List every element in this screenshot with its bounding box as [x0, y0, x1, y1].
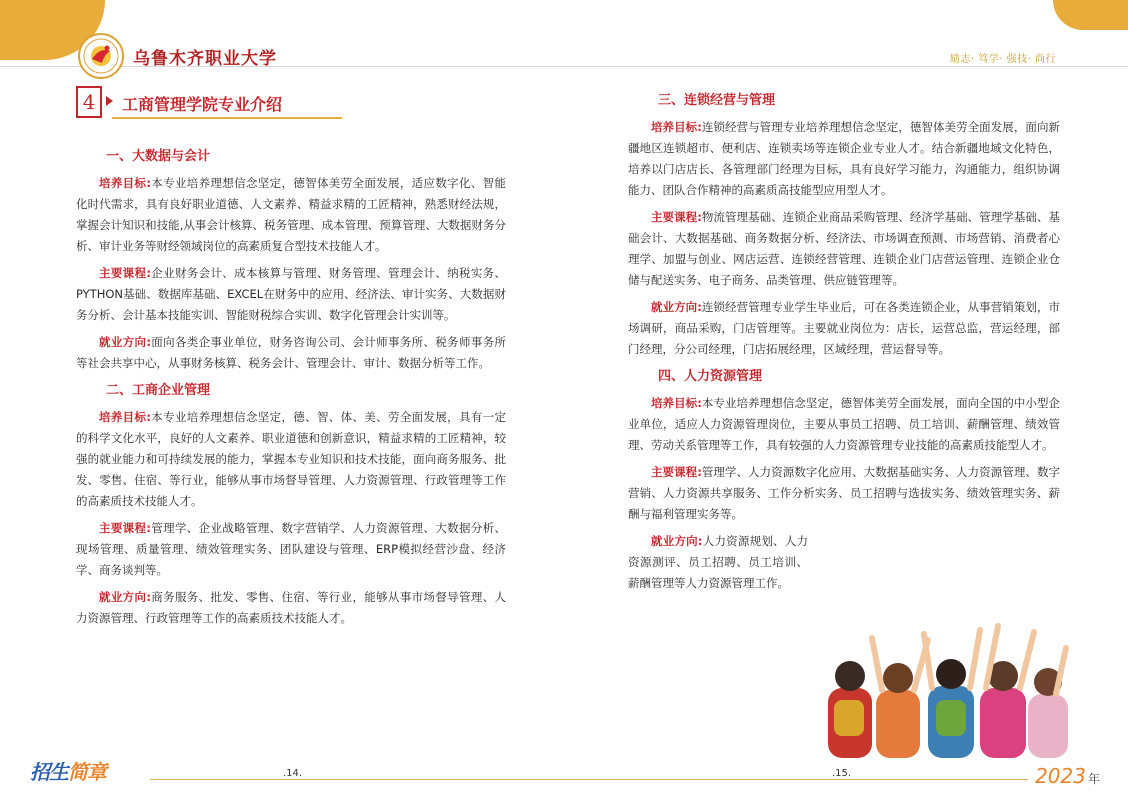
section-paragraph — [76, 518, 506, 581]
paragraph-text: 本专业培养理想信念坚定，德智体美劳全面发展，适应数字化、智能化时代需求，具有良好职业道德、人文素养、精益求精的工匠精神，熟悉财经法规，掌握会计知识和技能,从事会计核算、税务管理、成本管理、预算管理、大数据财务分析、审计业务等财经领域岗位的高素质复合型技术技能人才。 — [76, 176, 507, 253]
section-title: 四、人力资源管理 — [658, 369, 763, 384]
school-name: 乌鲁木齐职业大学 — [133, 49, 277, 69]
section-paragraph — [628, 531, 808, 594]
page-number-left: .14. — [283, 768, 303, 779]
section-chain-operation — [628, 90, 1060, 360]
section-paragraph — [76, 407, 506, 512]
student-figure — [828, 661, 872, 758]
chapter-number: 4 — [76, 86, 102, 118]
brand-text-b: 简章 — [68, 760, 106, 784]
year-number: 2023 — [1035, 764, 1086, 788]
paragraph-text: 管理学、企业战略管理、数字营销学、人力资源管理、大数据分析、现场管理、质量管理、绩效管理实务、团队建设与管理、ERP模拟经营沙盘、经济学、商务谈判等。 — [76, 521, 507, 577]
chapter-title: 工商管理学院专业介绍 — [122, 95, 283, 114]
section-paragraph — [628, 117, 1060, 201]
brand-logo — [30, 756, 106, 785]
paragraph-label: 就业方向: — [651, 534, 703, 548]
paragraph-text: 企业财务会计、成本核算与管理、财务管理、管理会计、纳税实务、PYTHON基础、数据库基础、EXCEL在财务中的应用、经济法、审计实务、大数据财务分析、会计基本技能实训、智能财税综合实训、数字化管理会计实训等。 — [76, 266, 507, 322]
paragraph-text: 商务服务、批发、零售、住宿、等行业，能够从事市场督导管理、人力资源管理、行政管理等工作的高素质技术技能人才。 — [76, 590, 507, 625]
paragraph-text: 物流管理基础、连锁企业商品采购管理、经济学基础、管理学基础、基础会计、大数据基础、商务数据分析、经济法、市场调查预测、市场营销、消费者心理学、加盟与创业、网店运营、连锁经营管理、连锁企业门店营运管理、连锁企业仓储与配送实务、电子商务、品类管理、供应链管理等。 — [628, 210, 1060, 287]
paragraph-label: 就业方向: — [99, 590, 151, 604]
section-paragraph — [76, 263, 506, 326]
paragraph-label: 主要课程: — [651, 210, 702, 224]
paragraph-label: 培养目标: — [99, 410, 151, 424]
paragraph-label: 主要课程: — [99, 266, 151, 280]
student-figure — [872, 638, 928, 758]
university-logo — [78, 33, 124, 79]
paragraph-label: 主要课程: — [99, 521, 151, 535]
footer-divider — [150, 779, 1028, 780]
year-suffix: 年 — [1087, 772, 1100, 786]
year-mark — [1035, 764, 1100, 788]
section-human-resources — [628, 366, 1060, 594]
paragraph-text: 人力资源规划、人力资源测评、员工招聘、员工培训、薪酬管理等人力资源管理工作。 — [628, 534, 809, 590]
students-illustration — [820, 618, 1070, 758]
section-paragraph — [76, 332, 506, 374]
chapter-underline — [112, 117, 342, 119]
left-column — [76, 146, 506, 635]
paragraph-label: 培养目标: — [651, 120, 702, 134]
paragraph-text: 连锁经营管理专业学生毕业后，可在各类连锁企业，从事营销策划，市场调研，商品采购，门店管理等。主要就业岗位为：店长，运营总监，营运经理，部门经理，分公司经理，门店拓展经理，区域经理，营运督导等。 — [628, 300, 1060, 356]
student-figure — [1028, 648, 1068, 758]
section-title: 一、大数据与会计 — [106, 149, 211, 164]
section-paragraph — [76, 587, 506, 629]
corner-decoration-right — [1053, 0, 1128, 30]
section-title: 三、连锁经营与管理 — [658, 93, 776, 108]
paragraph-text: 面向各类企事业单位，财务咨询公司、会计师事务所、税务师事务所等社会共享中心，从事财务核算、税务会计、管理会计、审计、数据分析等工作。 — [76, 335, 507, 370]
paragraph-label: 主要课程: — [651, 465, 702, 479]
paragraph-text: 连锁经营与管理专业培养理想信念坚定，德智体美劳全面发展，面向新疆地区连锁超市、便利店、连锁卖场等连锁企业专业人才。结合新疆地域文化特色，培养以门店店长、各管理部门经理为目标，具有良好学习能力，沟通能力，组织协调能力、团队合作精神的高素质高技能型应用型人才。 — [628, 120, 1060, 197]
chapter-arrow-icon — [106, 96, 113, 106]
school-motto: 励志· 笃学· 强技· 尚行 — [949, 54, 1056, 65]
paragraph-label: 就业方向: — [99, 335, 151, 349]
section-title: 二、工商企业管理 — [106, 383, 211, 398]
section-big-data-accounting — [76, 146, 506, 374]
section-paragraph — [628, 207, 1060, 291]
student-figure — [924, 630, 980, 758]
paragraph-label: 培养目标: — [651, 396, 702, 410]
section-paragraph — [628, 462, 1060, 525]
paragraph-text: 本专业培养理想信念坚定，德智体美劳全面发展，面向全国的中小型企业单位，适应人力资源管理岗位，主要从事员工招聘、员工培训、薪酬管理、绩效管理、劳动关系管理等工作，具有较强的人力资源管理专业技能的高素质技能型人才。 — [628, 396, 1060, 452]
page-number-right: .15. — [832, 768, 852, 779]
right-column — [628, 90, 1060, 600]
paragraph-label: 就业方向: — [651, 300, 702, 314]
section-paragraph — [76, 173, 506, 257]
student-figure — [980, 626, 1034, 758]
section-paragraph — [628, 393, 1060, 456]
paragraph-text: 本专业培养理想信念坚定，德、智、体、美、劳全面发展，具有一定的科学文化水平，良好的人文素养、职业道德和创新意识，精益求精的工匠精神，较强的就业能力和可持续发展的能力，掌握本专业知识和技术技能，面向商务服务、批发、零售、住宿、等行业，能够从事市场督导管理、人力资源管理、行政管理等工作的高素质技术技能人才。 — [76, 410, 507, 508]
paragraph-text: 管理学、人力资源数字化应用、大数据基础实务、人力资源管理、数字营销、人力资源共享服务、工作分析实务、员工招聘与选拔实务、绩效管理实务、薪酬与福利管理实务等。 — [628, 465, 1060, 521]
section-business-management — [76, 380, 506, 629]
brand-text-a: 招生 — [30, 760, 68, 784]
section-paragraph — [628, 297, 1060, 360]
paragraph-label: 培养目标: — [99, 176, 151, 190]
